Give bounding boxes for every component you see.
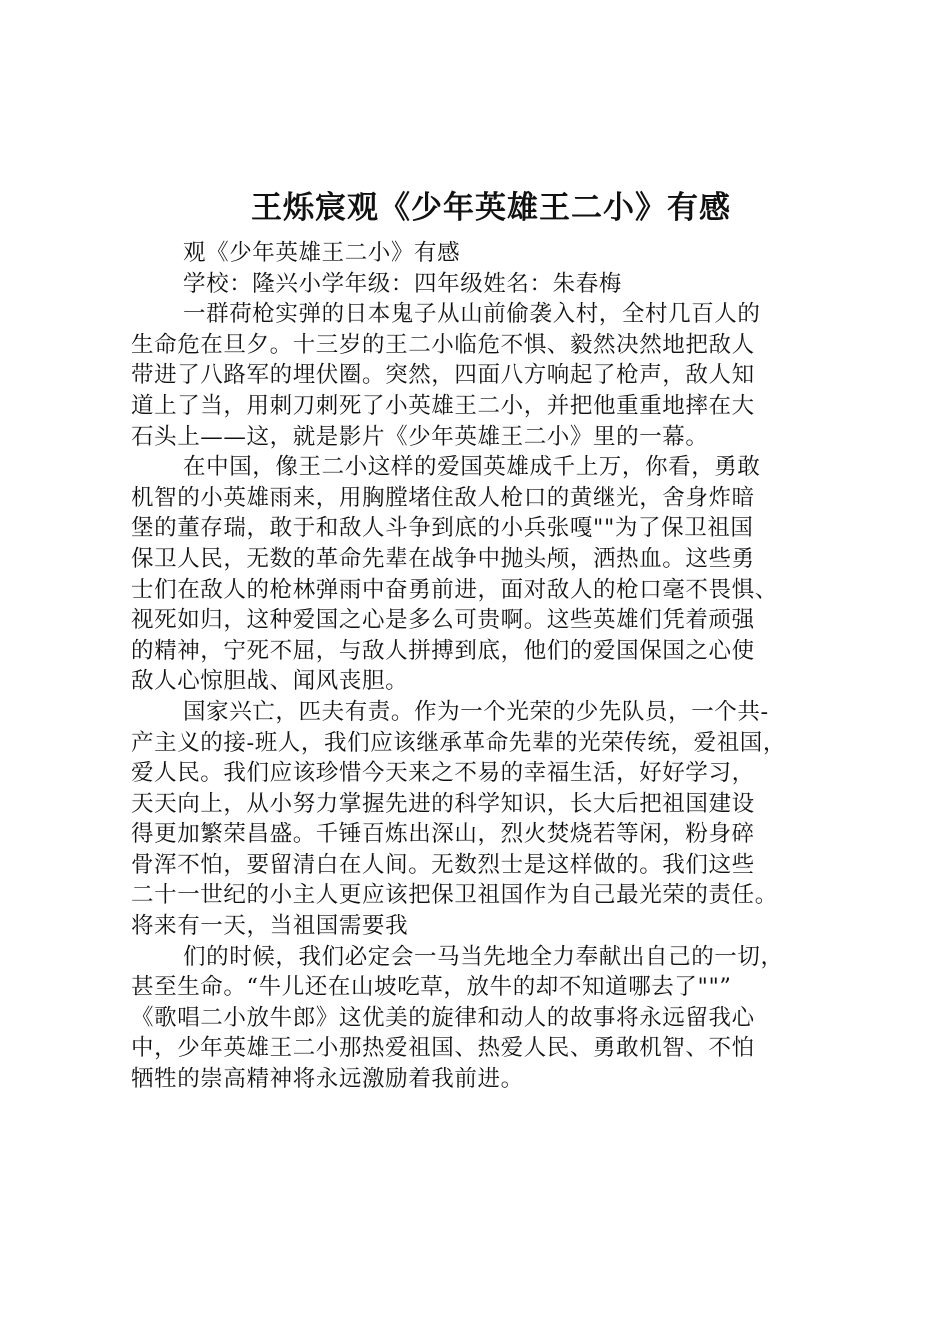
text-line: 敌人心惊胆战、闻风丧胆。: [131, 668, 409, 695]
text-line: 石头上——这，就是影片《少年英雄王二小》里的一幕。: [131, 423, 709, 450]
document-page: [131, 188, 851, 1095]
text-line: 机智的小英雄雨来，用胸膛堵住敌人枪口的黄继光，舍身炸暗: [131, 484, 755, 511]
text-line: 保卫人民，无数的革命先辈在战争中抛头颅，洒热血。这些勇: [131, 545, 755, 572]
text-line: 中，少年英雄王二小那热爱祖国、热爱人民、勇敢机智、不怕: [131, 1035, 755, 1062]
text-line: 产主义的接-班人，我们应该继承革命先辈的光荣传统，爱祖国，: [131, 729, 787, 756]
author-info-line: 学校：隆兴小学年级：四年级姓名：朱春梅: [183, 270, 622, 297]
text-line: 们的时候，我们必定会一马当先地全力奉献出自己的一切，: [183, 943, 784, 970]
text-line: 视死如归，这种爱国之心是多么可贵啊。这些英雄们凭着顽强: [131, 607, 755, 634]
text-line: 堡的董存瑞，敢于和敌人斗争到底的小兵张嘎""为了保卫祖国: [131, 515, 754, 542]
text-line: 一群荷枪实弹的日本鬼子从山前偷袭入村，全村几百人的: [183, 301, 761, 328]
text-line: 牺牲的崇高精神将永远激励着我前进。: [131, 1066, 524, 1093]
text-line: 《歌唱二小放牛郎》这优美的旋律和动人的故事将永远留我心: [131, 1004, 755, 1031]
text-line: 的精神，宁死不屈，与敌人拼搏到底，他们的爱国保国之心使: [131, 637, 755, 664]
text-line: 二十一世纪的小主人更应该把保卫祖国作为自己最光荣的责任。: [131, 882, 778, 909]
text-line: 带进了八路军的埋伏圈。突然，四面八方响起了枪声，敌人知: [131, 362, 755, 389]
text-line: 得更加繁荣昌盛。千锤百炼出深山，烈火焚烧若等闲，粉身碎: [131, 821, 755, 848]
document-title: 王烁宸观《少年英雄王二小》有感: [251, 190, 731, 226]
text-line: 天天向上，从小努力掌握先进的科学知识，长大后把祖国建设: [131, 790, 755, 817]
text-line: 国家兴亡，匹夫有责。作为一个光荣的少先队员，一个共-: [183, 698, 769, 725]
text-line: 爱人民。我们应该珍惜今天来之不易的幸福生活，好好学习，: [131, 760, 755, 787]
text-line: 生命危在旦夕。十三岁的王二小临危不惧、毅然决然地把敌人: [131, 331, 755, 358]
subtitle-line: 观《少年英雄王二小》有感: [183, 240, 461, 266]
text-line: 骨浑不怕，要留清白在人间。无数烈士是这样做的。我们这些: [131, 851, 755, 878]
text-line: 在中国，像王二小这样的爱国英雄成千上万，你看，勇敢: [183, 454, 761, 481]
text-line: 士们在敌人的枪林弹雨中奋勇前进，面对敌人的枪口毫不畏惧、: [131, 576, 778, 603]
text-line: 甚至生命。“牛儿还在山坡吃草，放牛的却不知道哪去了""”: [131, 974, 732, 1001]
text-line: 道上了当，用刺刀刺死了小英雄王二小，并把他重重地摔在大: [131, 392, 755, 419]
text-line: 将来有一天，当祖国需要我: [131, 913, 409, 940]
